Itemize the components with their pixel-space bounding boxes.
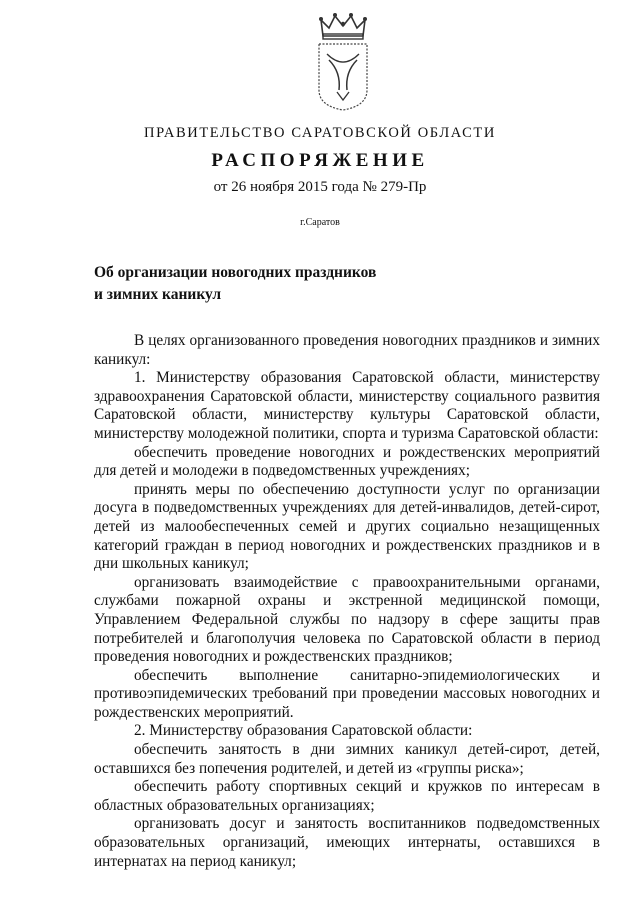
document-type: РАСПОРЯЖЕНИЕ bbox=[211, 150, 429, 171]
body-paragraph: 2. Министерству образования Саратовской области: bbox=[134, 722, 473, 740]
document-date-number: от 26 ноября 2015 года № 279-Пр bbox=[213, 179, 427, 195]
body-paragraph: принять меры по обеспечению доступности услуг по организации досуга в подведомственных учреждениях для детей-инвалидов, детей-сирот, детей из малообеспеченных семей и других социально незащищенных категорий граждан в период новогодних и рождественских праздников и в дни школьных каникул; bbox=[94, 480, 600, 573]
body-paragraph: 1. Министерству образования Саратовской области, министерству здравоохранения Саратовской области, министерству социального развития Саратовской области, министерству культуры Саратовской области, министерству молодежной политики, спорта и туризма Саратовской области: bbox=[94, 369, 600, 442]
document-body bbox=[94, 332, 600, 871]
body-paragraph: организовать взаимодействие с правоохранительными органами, службами пожарной охраны и экстренной медицинской помощи, Управлением Федеральной службы по надзору в сфере защиты прав потребителей и благополучия человека по Саратовской области в период проведения новогодних и рождественских праздников; bbox=[94, 573, 600, 666]
body-paragraph: организовать досуг и занятость воспитанников подведомственных образовательных организаций, имеющих интернаты, оставшихся в интернатах на период каникул; bbox=[94, 815, 600, 870]
document-subject bbox=[94, 262, 414, 306]
subject-line: Об организации новогодних праздников bbox=[94, 264, 377, 281]
coat-of-arms-icon bbox=[313, 10, 373, 112]
document-city: г.Саратов bbox=[300, 217, 340, 228]
body-paragraph: обеспечить выполнение санитарно-эпидемиологических и противоэпидемических требований при проведении массовых новогодних и рождественских мероприятий. bbox=[94, 666, 600, 721]
subject-line: и зимних каникул bbox=[94, 286, 222, 303]
government-name: ПРАВИТЕЛЬСТВО САРАТОВСКОЙ ОБЛАСТИ bbox=[144, 125, 496, 141]
body-paragraph: обеспечить работу спортивных секций и кружков по интересам в областных образовательных организациях; bbox=[94, 778, 600, 814]
body-paragraph: В целях организованного проведения новогодних праздников и зимних каникул: bbox=[94, 332, 600, 368]
body-paragraph: обеспечить проведение новогодних и рождественских мероприятий для детей и молодежи в подведомственных учреждениях; bbox=[94, 443, 600, 480]
body-paragraph: обеспечить занятость в дни зимних каникул детей-сирот, детей, оставшихся без попечения родителей, и детей из «группы риска»; bbox=[94, 741, 600, 777]
